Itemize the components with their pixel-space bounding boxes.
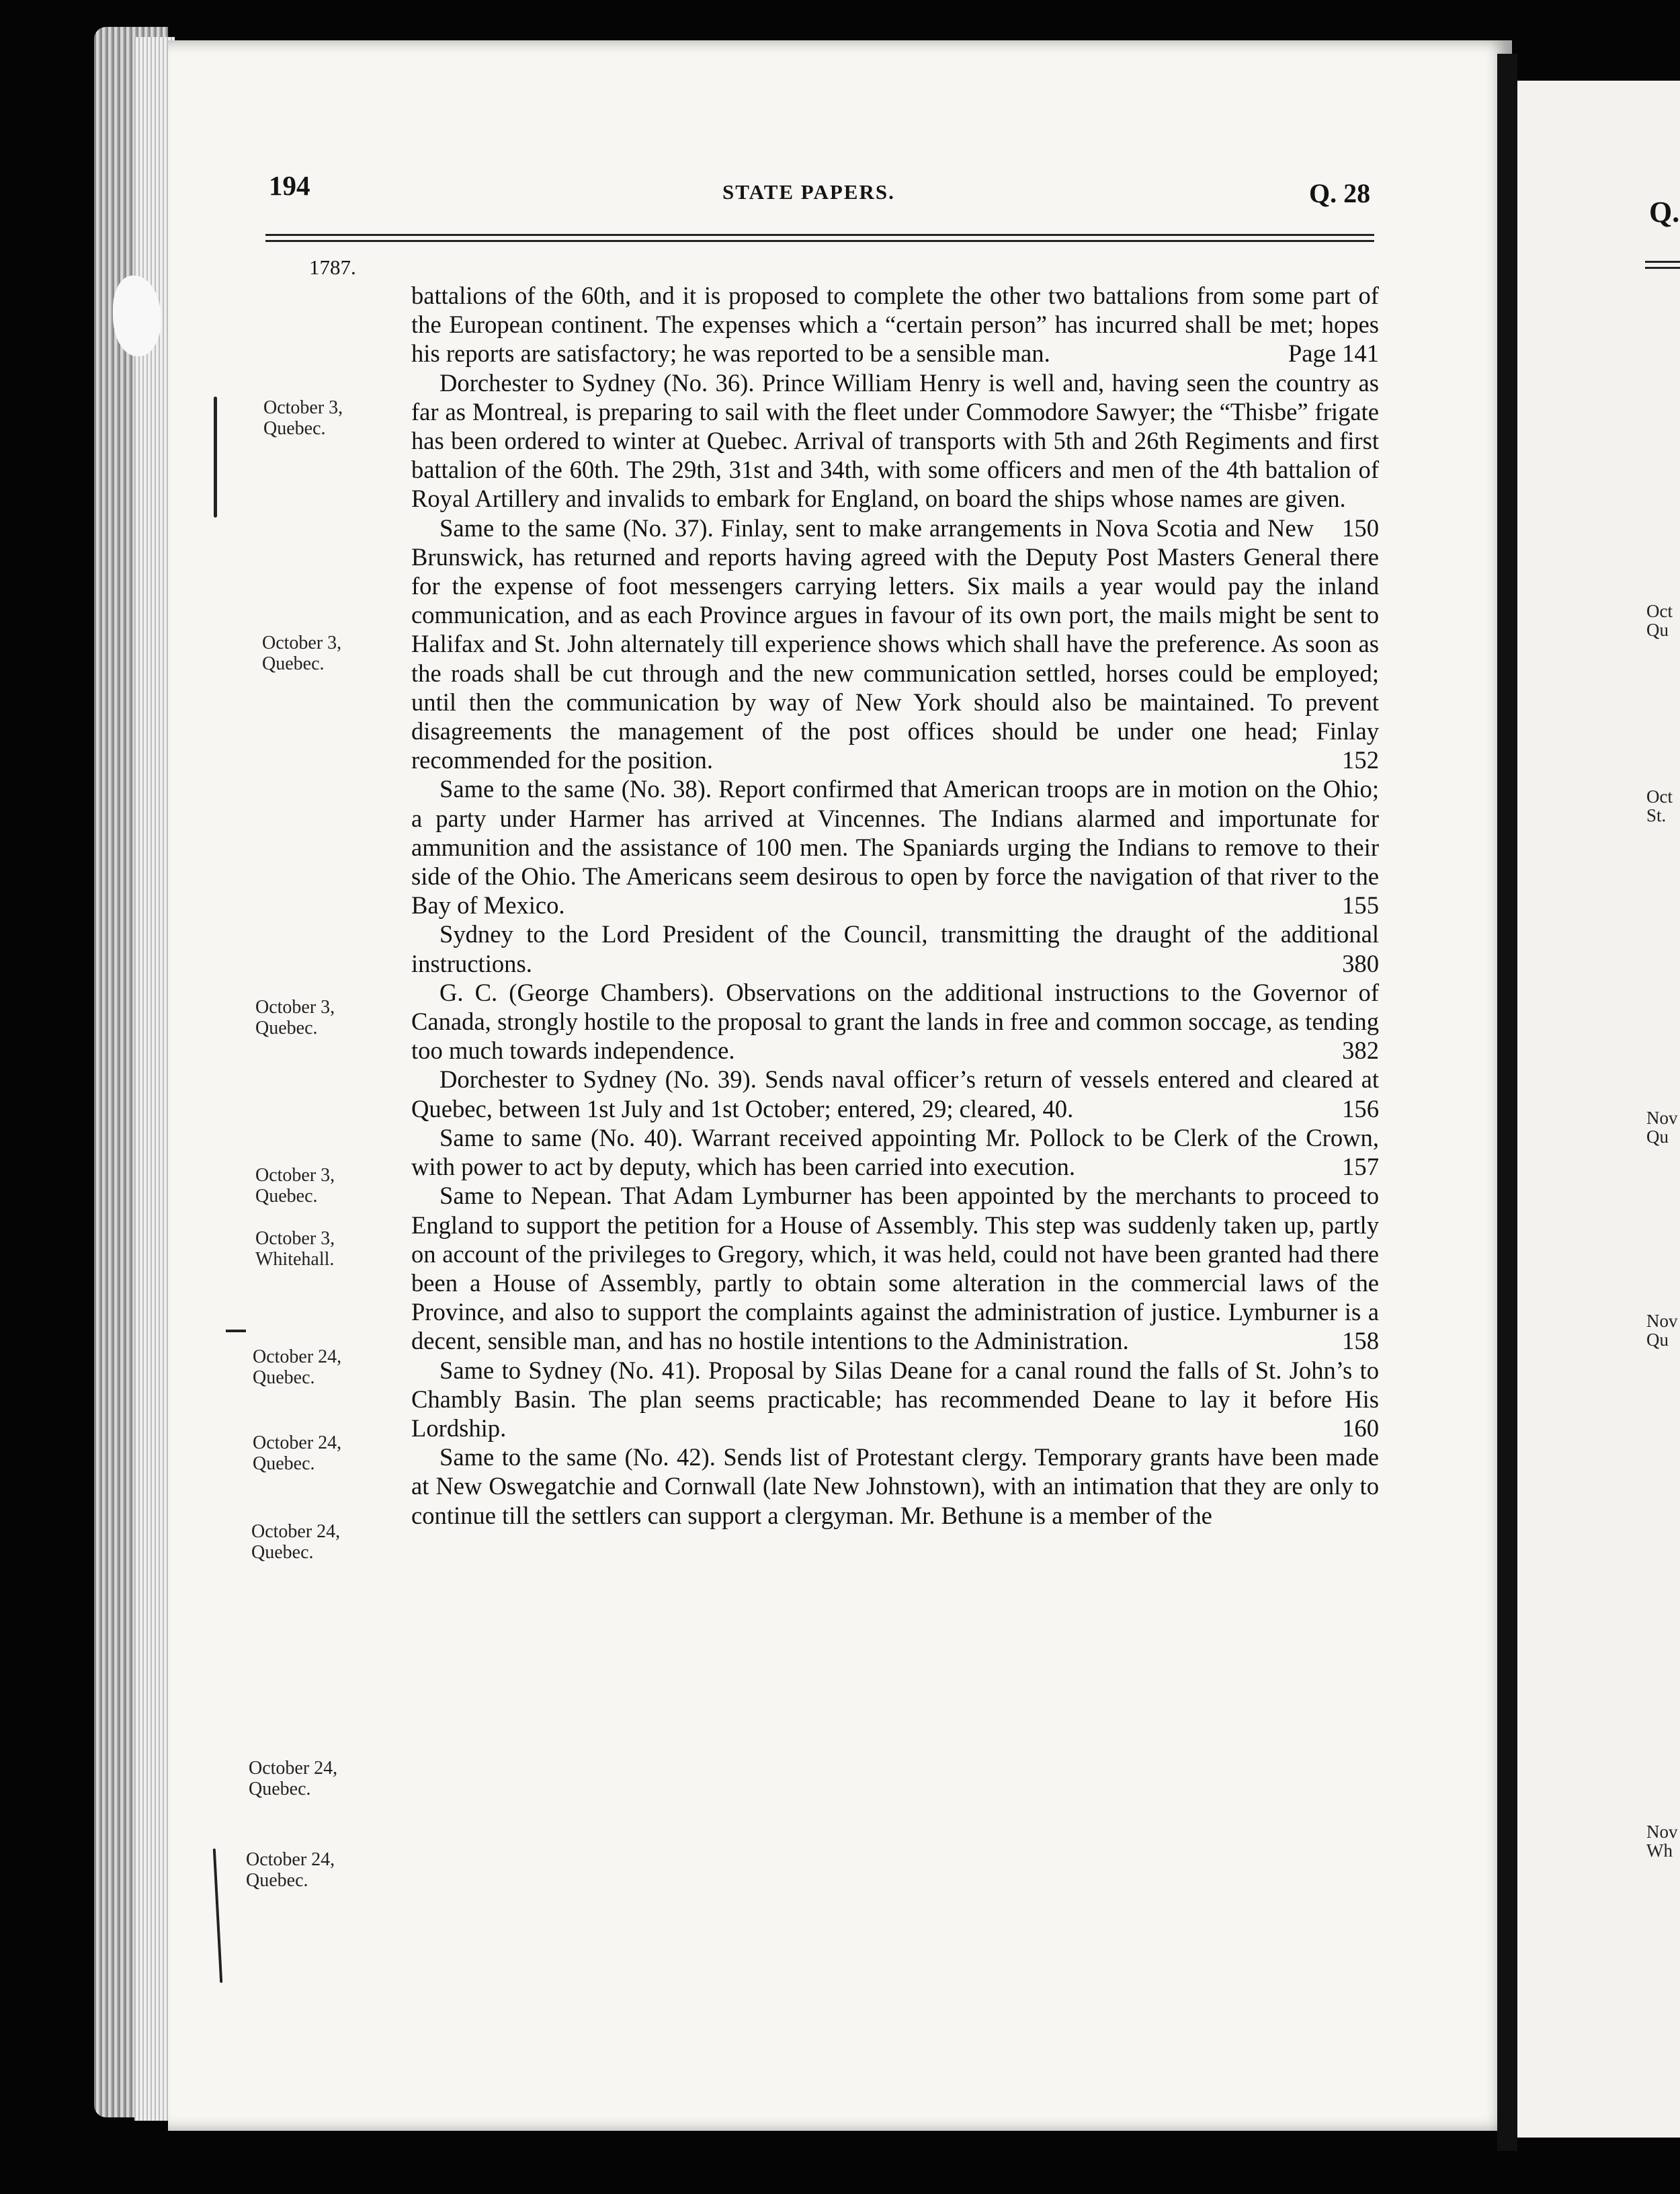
facing-margin-note: Nov [1646,1108,1678,1128]
header-rule [265,234,1374,242]
margin-note-place: Quebec. [253,1453,315,1474]
margin-note [255,1229,390,1270]
margin-note-date: October 3, [255,1228,335,1249]
margin-note-date: October 24, [246,1849,335,1870]
facing-page-header: Q. [1649,196,1680,229]
entry-text: Same to the same (No. 37). Finlay, sent to make arrangements in Nova Scotia and New Brunswick, has returned and reports having agreed with the Deputy Post Masters General there for the expense of foot messengers carrying letters. Six mails a year would pay the inland communication, and as each Province argues in favour of its own port, the mails might be sent to Halifax and St. John alternately till experience shows which shall have the preference. As soon as the roads shall be cut through and the new communication settled, horses could be employed; until then the communication by way of New York should also be maintained. To prevent disagreements the management of the post offices should be under one head; Finlay recommended for the position. [411,514,1379,774]
margin-note-date: October 3, [262,633,342,653]
entry-text: Same to same (No. 40). Warrant received appointing Mr. Pollock to be Clerk of the Crown, with power to act by deputy, which has been carried into execution. [411,1123,1379,1181]
margin-note-place: Quebec. [262,653,325,674]
margin-note-place: Quebec. [249,1778,311,1799]
margin-note [251,1522,386,1563]
margin-note-place: Quebec. [246,1869,308,1891]
facing-margin-note: Oct [1646,786,1673,807]
margin-note [255,998,390,1039]
year-note: 1787. [309,255,356,279]
margin-note-date: October 3, [255,1165,335,1186]
facing-page-rule [1645,261,1680,269]
margin-note-place: Quebec. [255,1017,318,1039]
facing-margin-note: Oct [1646,601,1673,621]
entry [411,774,1379,920]
margin-note-place: Whitehall. [255,1248,335,1270]
facing-margin-note: Qu [1646,1330,1669,1350]
margin-note [253,1347,387,1389]
margin-note [249,1758,383,1800]
margin-note [262,633,396,675]
margin-note-date: October 3, [255,997,335,1018]
entry-page-ref: 382 [1342,1037,1379,1065]
margin-note-date: October 24, [253,1432,342,1453]
entry-text: Same to the same (No. 38). Report confirmed that American troops are in motion on the Ohio; a party under Harmer has arrived at Vincennes. The Indians alarmed and importunate for ammunition and the assistance of 100 men. The Spaniards urging the Indians to remove to their side of the Ohio. The Americans seem desirous to open by force the navigation of that river to the Bay of Mexico. [411,775,1379,920]
margin-note-date: October 3, [263,397,343,418]
entry-page-ref: 160 [1342,1414,1379,1442]
entry-page-ref: Page 141 [1288,339,1379,368]
entry [411,1181,1379,1355]
entry-text: Dorchester to Sydney (No. 39). Sends naval officer’s return of vessels entered and cleared at Quebec, between 1st July and 1st October; entered, 29; cleared, 40. [411,1065,1379,1123]
facing-page [1517,81,1680,2138]
margin-note-date: October 24, [249,1758,338,1779]
entry [411,1065,1379,1123]
entry-text: battalions of the 60th, and it is proposed to complete the other two battalions from some part of the European continent. The expenses which a “certain person” has incurred shall be met; hopes his reports are satisfactory; he was reported to be a sensible man. [411,282,1379,368]
entry-page-ref: 380 [1342,949,1379,977]
entry [411,920,1379,977]
entry [411,281,1379,368]
margin-note-place: Quebec. [255,1185,318,1207]
margin-note [246,1850,380,1892]
entry [411,978,1379,1065]
page-number: 194 [269,170,310,201]
margin-note-place: Quebec. [263,417,326,439]
body-text [411,281,1379,1530]
margin-note [255,1166,390,1207]
entry-page-ref: 152 [1342,746,1379,774]
entry [411,1123,1379,1181]
entry-page-ref: 157 [1342,1153,1379,1181]
margin-note-date: October 24, [251,1521,341,1542]
facing-margin-note: St. [1646,805,1667,825]
entry [411,514,1379,775]
entry-text: Same to Nepean. That Adam Lymburner has been appointed by the merchants to proceed to England to support the petition for a House of Assembly. This step was suddenly taken up, partly on account of the privileges to Gregory, which, it was held, could not have been granted had there been a House of Assembly, partly to obtain some alteration in the commercial laws of the Province, and also to support the complaints against the administration of justice. Lymburner is a decent, sensible man, and has no hostile intentions to the Administration. [411,1182,1379,1355]
entry [411,1356,1379,1443]
pencil-mark [226,1330,246,1332]
entry-text: Same to the same (No. 42). Sends list of Protestant clergy. Temporary grants have been made at New Oswegatchie and Cornwall (late New Johnstown), with an intimation that they are only to continue till the settlers can support a clergyman. Mr. Bethune is a member of the [411,1443,1379,1529]
entry-page-ref: 155 [1342,891,1379,920]
facing-margin-note: Qu [1646,620,1669,640]
margin-note [263,398,398,440]
margin-note [253,1433,387,1475]
entry-text: Same to Sydney (No. 41). Proposal by Silas Deane for a canal round the falls of St. John’s to Chambly Basin. The plan seems practicable; has recommended Deane to lay it before His Lordship. [411,1356,1379,1442]
volume-reference: Q. 28 [1309,178,1371,208]
entry-page-ref: 150 [1342,514,1379,542]
margin-note-place: Quebec. [253,1367,315,1388]
facing-margin-note: Wh [1646,1840,1673,1861]
entry-text: G. C. (George Chambers). Observations on the additional instructions to the Governor of Canada, strongly hostile to the proposal to grant the lands in free and common soccage, as tending too much towards independence. [411,978,1379,1065]
entry-page-ref: 158 [1342,1327,1379,1355]
entry-text: Sydney to the Lord President of the Council, transmitting the draught of the additional instructions. [411,920,1379,977]
facing-margin-note: Nov [1646,1311,1678,1331]
entry-page-ref: 156 [1342,1094,1379,1123]
margin-note-place: Quebec. [251,1541,314,1563]
facing-margin-note: Qu [1646,1127,1669,1147]
entry-text: Dorchester to Sydney (No. 36). Prince William Henry is well and, having seen the country as far as Montreal, is preparing to sail with the fleet under Commodore Sawyer; the “Thisbe” frigate has been ordered to winter at Quebec. Arrival of transports with 5th and 26th Regiments and first battalion of the 60th. The 29th, 31st and 34th, with some officers and men of the 4th battalion of Royal Artillery and invalids to embark for England, on board the ships whose names are given. [411,368,1379,513]
entry [411,368,1379,542]
book-gutter [1497,54,1517,2151]
running-title: STATE PAPERS. [722,180,895,204]
margin-note-date: October 24, [253,1346,342,1367]
entry [411,1443,1379,1530]
facing-margin-note: Nov [1646,1822,1678,1842]
pencil-mark [214,397,217,518]
